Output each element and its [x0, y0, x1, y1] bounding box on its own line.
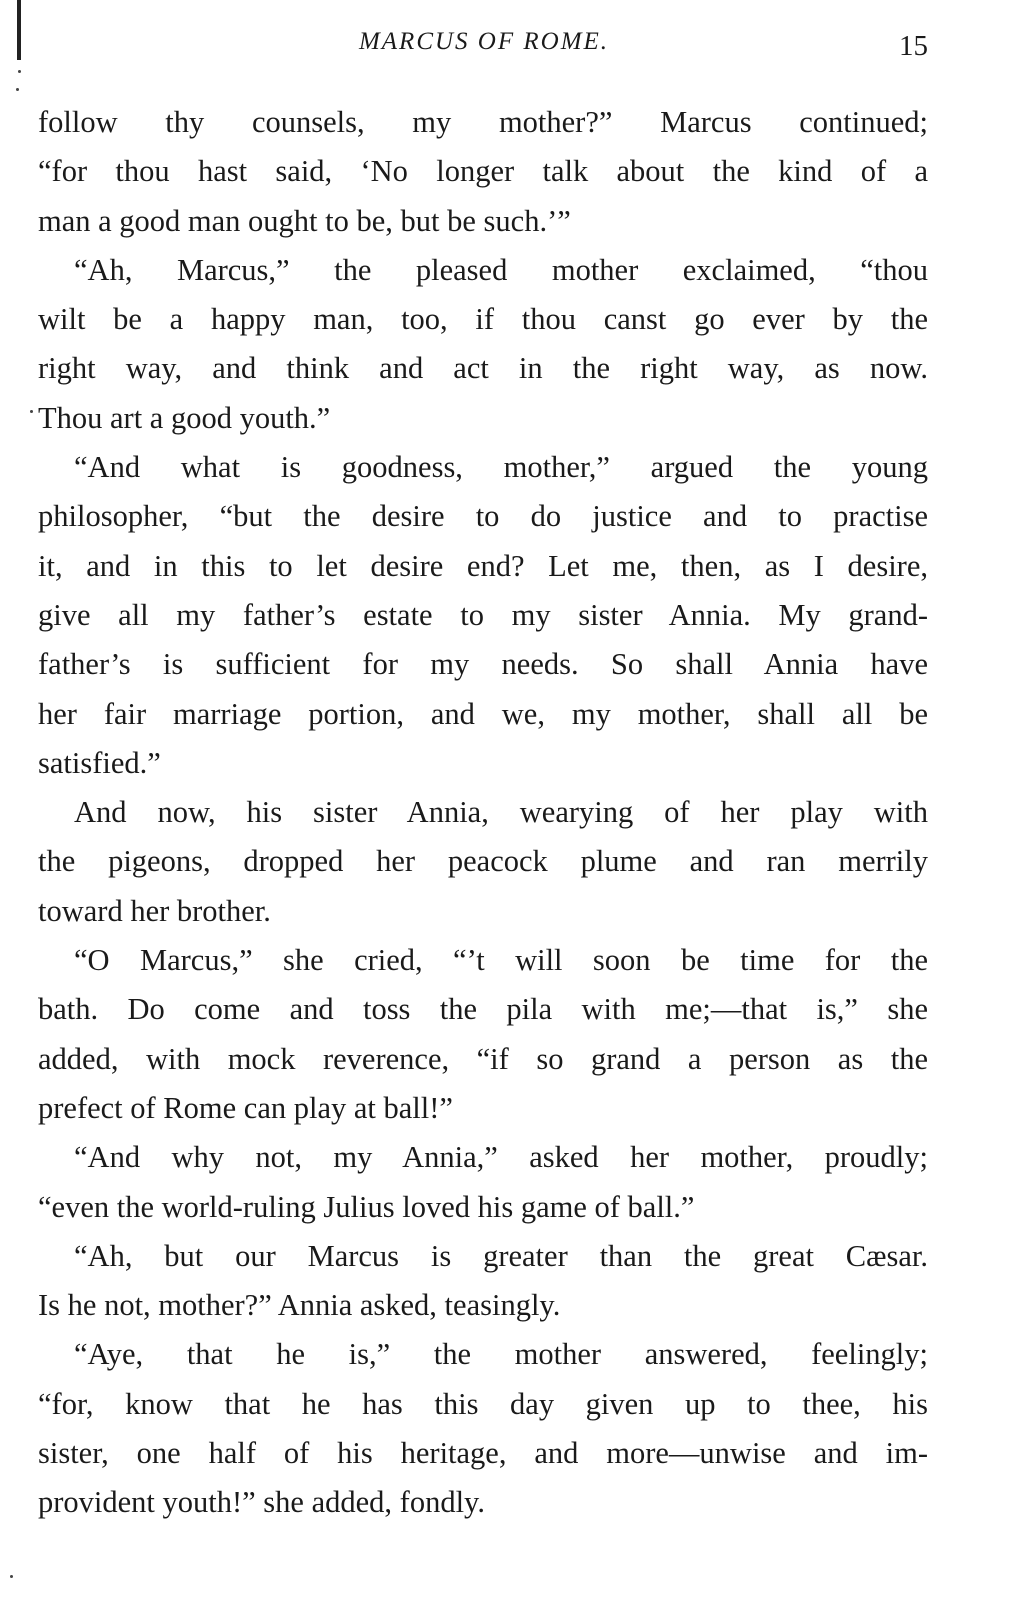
running-title: MARCUS OF ROME.	[358, 28, 610, 55]
text-line: bath. Do come and toss the pila with me;—that is,” she	[38, 992, 928, 1027]
text-line: “Ah, Marcus,” the pleased mother exclaimed, “thou	[74, 252, 928, 287]
text-line: it, and in this to let desire end? Let me, then, as I desire,	[38, 548, 928, 583]
text-line: wilt be a happy man, too, if thou canst go ever by the	[38, 302, 928, 337]
page-header	[38, 28, 930, 78]
text-line: sister, one half of his heritage, and more—unwise and im-	[38, 1436, 928, 1471]
body-text	[38, 98, 928, 1528]
text-line: philosopher, “but the desire to do justice and to practise	[38, 499, 928, 534]
text-line: prefect of Rome can play at ball!”	[38, 1090, 453, 1125]
text-line: And now, his sister Annia, wearying of her play with	[74, 795, 928, 830]
text-line: follow thy counsels, my mother?” Marcus continued;	[38, 105, 928, 139]
text-line: provident youth!” she added, fondly.	[38, 1485, 485, 1520]
binding-edge-mark	[14, 0, 24, 110]
margin-speck	[10, 1575, 13, 1578]
text-line: “even the world-ruling Julius loved his game of ball.”	[38, 1189, 695, 1224]
text-line: “And what is goodness, mother,” argued the young	[74, 450, 928, 485]
text-line: “And why not, my Annia,” asked her mother, proudly;	[74, 1140, 928, 1175]
text-line: man a good man ought to be, but be such.’”	[38, 203, 571, 238]
text-line: “for, know that he has this day given up to thee, his	[38, 1386, 928, 1421]
text-line: “O Marcus,” she cried, “’t will soon be time for the	[74, 943, 928, 978]
text-line: “Aye, that he is,” the mother answered, feelingly;	[74, 1337, 928, 1372]
page-number: 15	[899, 30, 928, 62]
text-line: satisfied.”	[38, 745, 161, 780]
text-line: father’s is sufficient for my needs. So shall Annia have	[38, 647, 928, 682]
text-line: give all my father’s estate to my sister Annia. My grand-	[38, 597, 928, 632]
text-line: the pigeons, dropped her peacock plume and ran merrily	[38, 844, 928, 879]
text-line: “Ah, but our Marcus is greater than the great Cæsar.	[74, 1238, 928, 1273]
margin-speck	[30, 410, 33, 413]
text-line: “for thou hast said, ‘No longer talk about the kind of a	[38, 154, 928, 189]
text-line: her fair marriage portion, and we, my mother, shall all be	[38, 696, 928, 731]
text-line: added, with mock reverence, “if so grand a person as the	[38, 1041, 928, 1076]
text-line: Thou art a good youth.”	[38, 400, 331, 435]
text-line: Is he not, mother?” Annia asked, teasingly.	[38, 1288, 561, 1323]
text-line: right way, and think and act in the right way, as now.	[38, 351, 928, 386]
text-line: toward her brother.	[38, 893, 271, 928]
